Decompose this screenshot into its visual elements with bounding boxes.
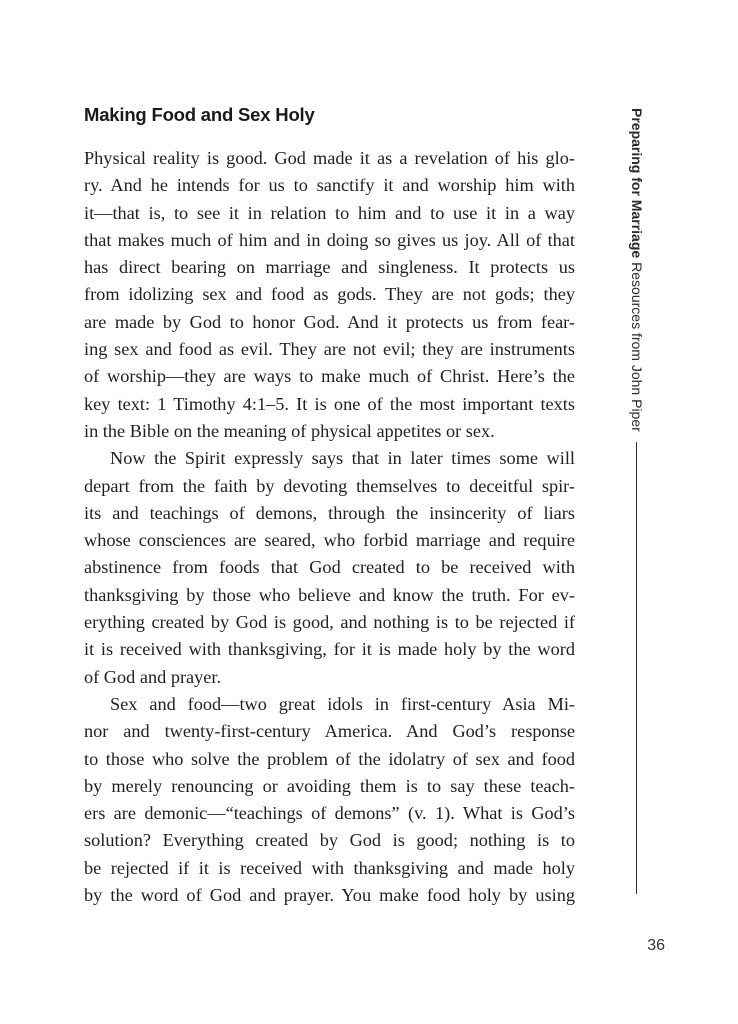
text-line: has direct bearing on marriage and singleness. It protects us bbox=[84, 257, 575, 278]
text-line: by merely renouncing or avoiding them is to say these teach- bbox=[84, 775, 575, 796]
text-line: are made by God to honor God. And it protects us from fear- bbox=[84, 311, 575, 332]
quote-line: of God and prayer. bbox=[84, 666, 222, 687]
text-line: ing sex and food as evil. They are not evil; they are instruments bbox=[84, 339, 575, 360]
text-line: in the Bible on the meaning of physical appetites or sex. bbox=[84, 420, 495, 441]
text-line: by the word of God and prayer. You make food holy by using bbox=[84, 885, 575, 906]
text-line: Sex and food—two great idols in first-century Asia Mi- bbox=[110, 693, 575, 714]
book-subtitle: Resources from John Piper bbox=[629, 262, 645, 432]
text-line: of worship—they are ways to make much of Christ. Here’s the bbox=[84, 366, 575, 387]
body-text bbox=[84, 145, 575, 909]
book-title: Preparing for Marriage bbox=[629, 108, 645, 259]
quote-line: it is received with thanksgiving, for it is made holy by the word bbox=[84, 639, 575, 660]
running-header bbox=[629, 108, 645, 894]
text-line: from idolizing sex and food as gods. They are not gods; they bbox=[84, 284, 575, 305]
text-line: solution? Everything created by God is good; nothing is to bbox=[84, 830, 575, 851]
text-line: ers are demonic—“teachings of demons” (v. 1). What is God’s bbox=[84, 803, 575, 824]
quote-line: whose consciences are seared, who forbid marriage and require bbox=[84, 530, 575, 551]
text-line: ry. And he intends for us to sanctify it and worship him with bbox=[84, 175, 575, 196]
text-line: it—that is, to see it in relation to him and to use it in a way bbox=[84, 202, 575, 223]
text-line: nor and twenty-first-century America. And God’s response bbox=[84, 721, 575, 742]
page-number: 36 bbox=[647, 937, 665, 954]
quote-line: abstinence from foods that God created to be received with bbox=[84, 557, 575, 578]
quote-line: thanksgiving by those who believe and know the truth. For ev- bbox=[84, 584, 575, 605]
quote-line: its and teachings of demons, through the insincerity of liars bbox=[84, 502, 575, 523]
header-rule bbox=[637, 442, 638, 894]
quote-line: erything created by God is good, and nothing is to be rejected if bbox=[84, 612, 575, 633]
text-line: to those who solve the problem of the idolatry of sex and food bbox=[84, 748, 575, 769]
text-line: that makes much of him and in doing so gives us joy. All of that bbox=[84, 229, 575, 250]
section-heading: Making Food and Sex Holy bbox=[84, 104, 315, 125]
text-line: Physical reality is good. God made it as a revelation of his glo- bbox=[84, 148, 575, 168]
text-line: be rejected if it is received with thanksgiving and made holy bbox=[84, 857, 575, 878]
quote-line: Now the Spirit expressly says that in later times some will bbox=[110, 448, 575, 469]
text-line: key text: 1 Timothy 4:1–5. It is one of the most important texts bbox=[84, 393, 575, 414]
quote-line: depart from the faith by devoting themselves to deceitful spir- bbox=[84, 475, 575, 496]
